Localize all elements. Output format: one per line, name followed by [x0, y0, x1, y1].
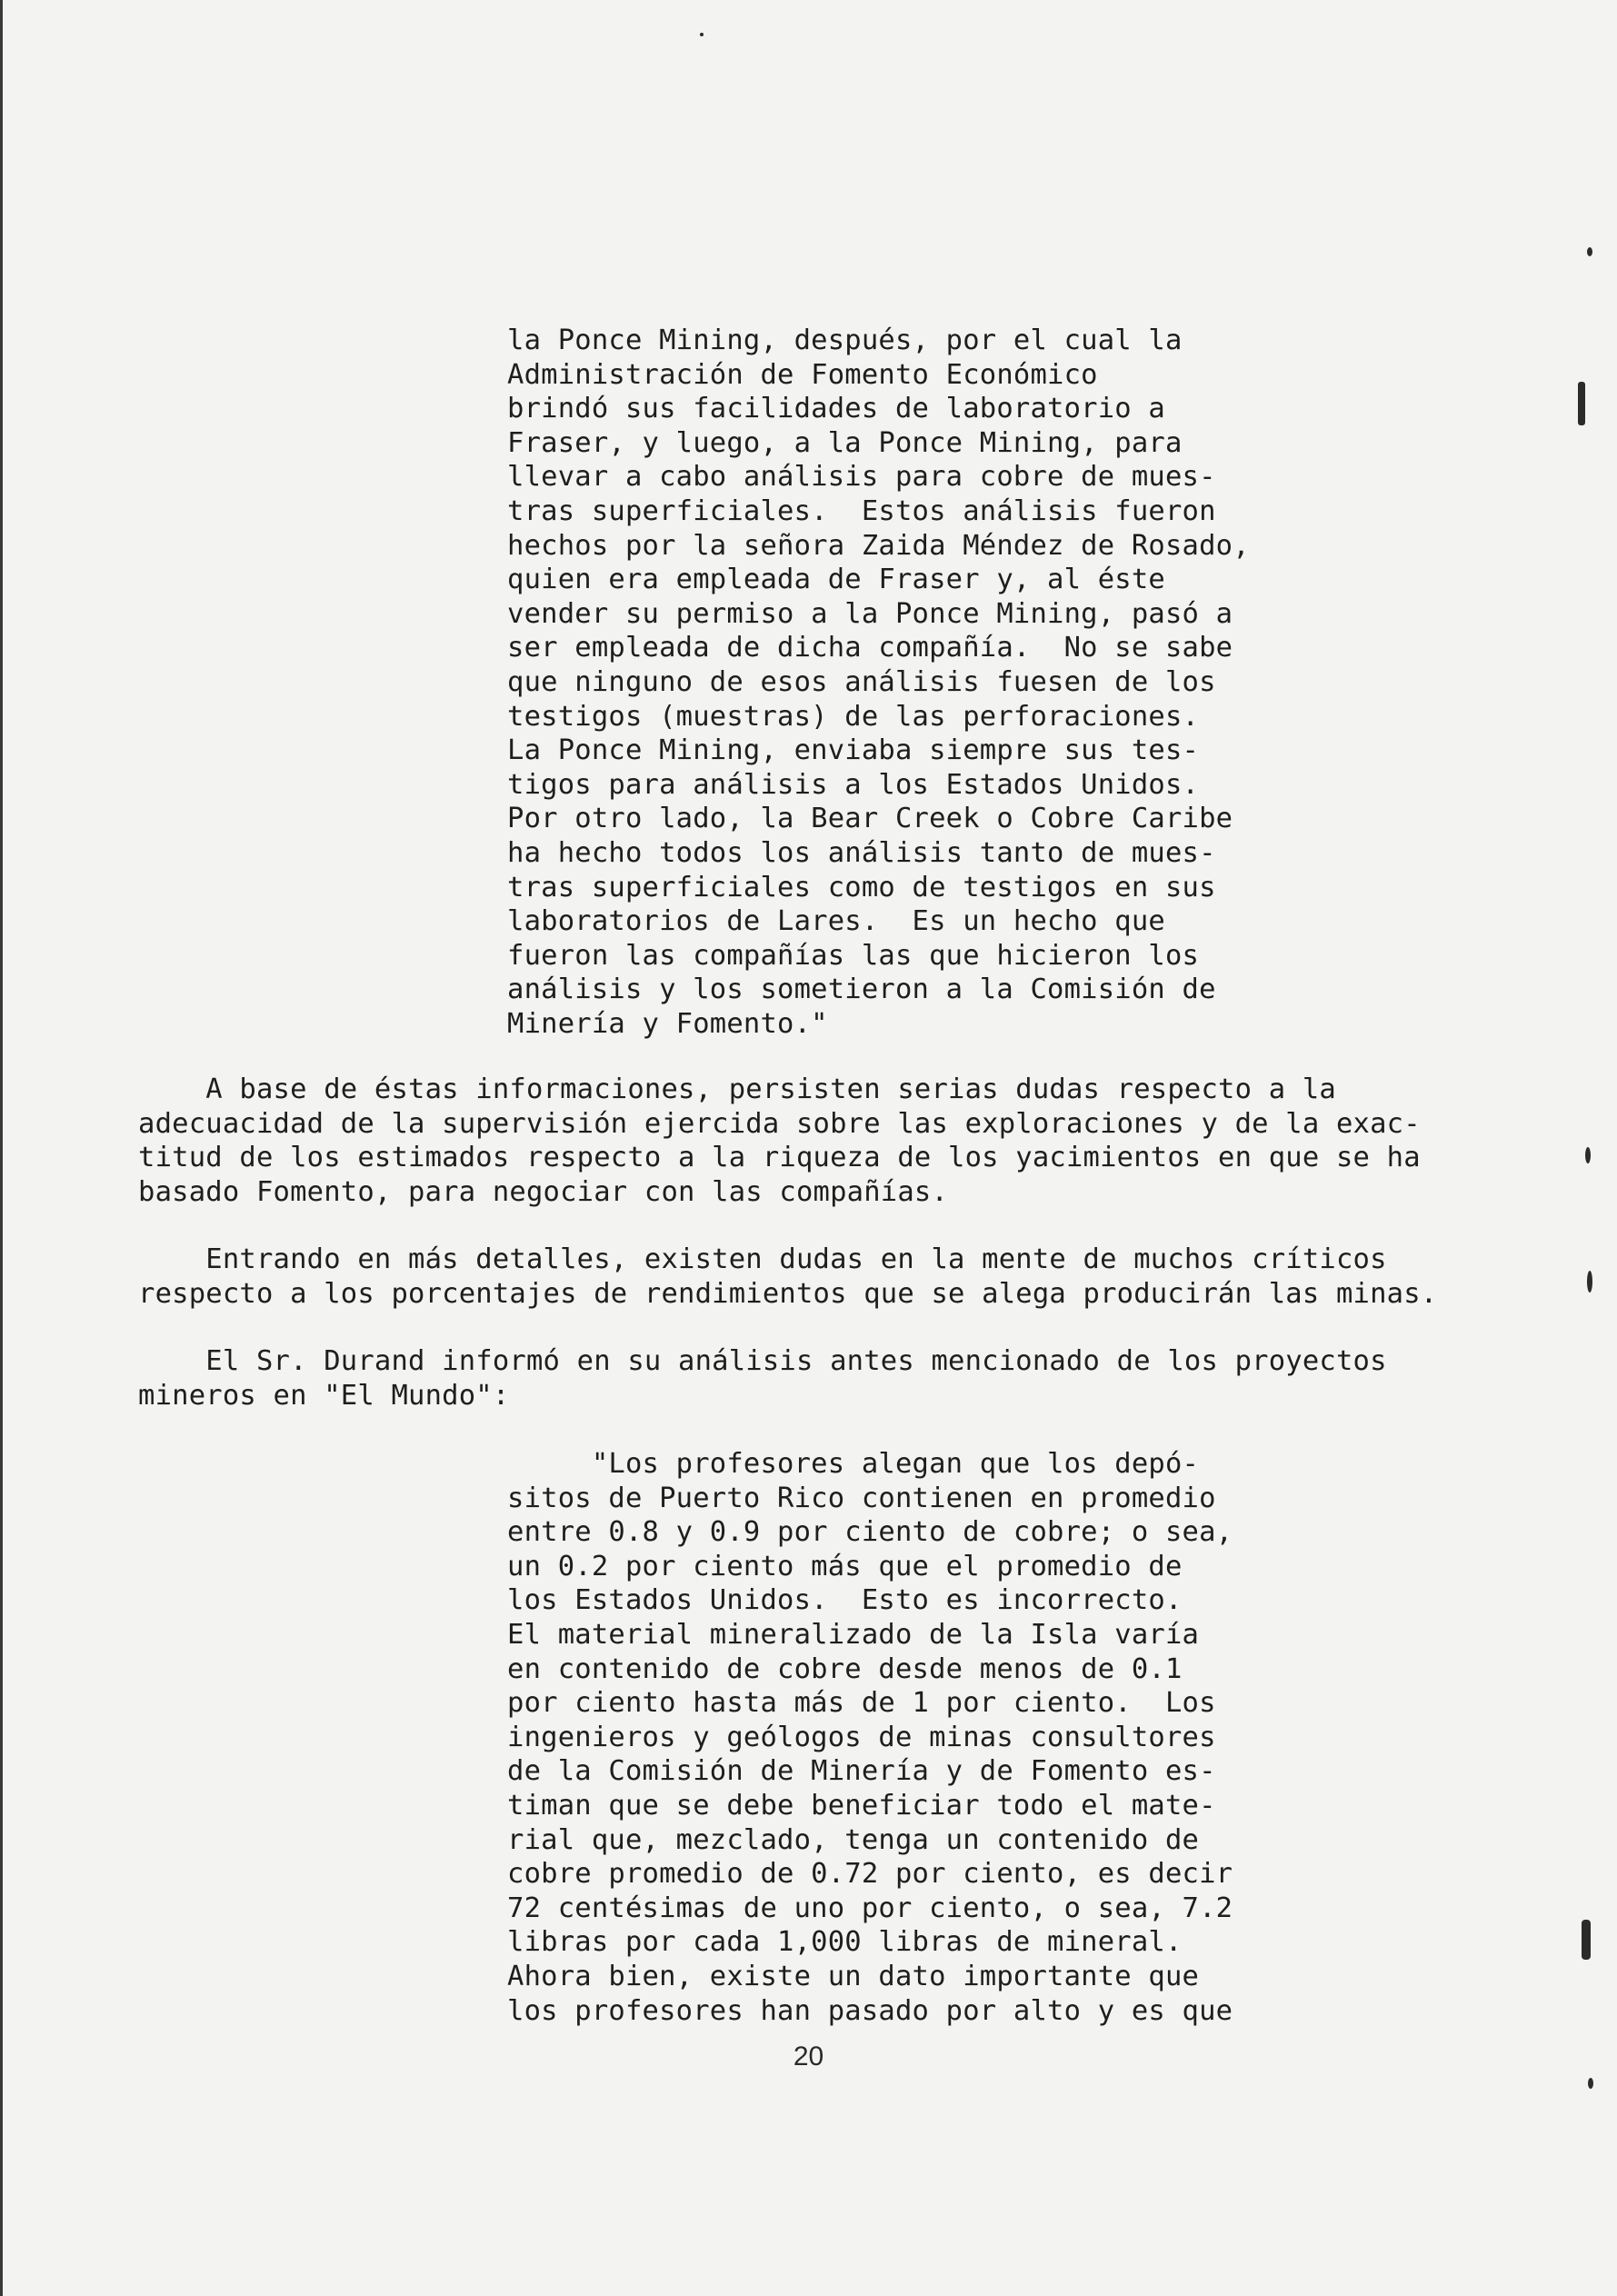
- text-line: llevar a cabo análisis para cobre de mues-: [507, 461, 1216, 494]
- text-line: El Sr. Durand informó en su análisis antes mencionado de los proyectos: [138, 1345, 1387, 1377]
- text-line: sitos de Puerto Rico contienen en promedio: [507, 1482, 1216, 1514]
- text-line: los profesores han pasado por alto y es que: [507, 1994, 1233, 2027]
- quoted-passage-durand: [507, 1447, 1233, 2028]
- scan-speck: [1587, 247, 1592, 256]
- page-number: 20: [793, 2041, 824, 2071]
- text-line: Administración de Fomento Económico: [507, 358, 1098, 391]
- quoted-passage-continued: [507, 324, 1250, 1041]
- text-line: cobre promedio de 0.72 por ciento, es decir: [507, 1858, 1233, 1891]
- text-line: La Ponce Mining, enviaba siempre sus tes-: [507, 734, 1200, 767]
- text-line: tigos para análisis a los Estados Unidos.: [507, 768, 1200, 801]
- text-line: mineros en "El Mundo":: [138, 1379, 510, 1412]
- text-line: quien era empleada de Fraser y, al éste: [507, 564, 1165, 596]
- text-line: brindó sus facilidades de laboratorio a: [507, 393, 1165, 425]
- text-line: fueron las compañías las que hicieron los: [507, 939, 1200, 972]
- text-line: libras por cada 1,000 libras de mineral.: [507, 1926, 1183, 1959]
- text-line: ingenieros y geólogos de minas consultores: [507, 1721, 1216, 1753]
- text-line: por ciento hasta más de 1 por ciento. Los: [507, 1687, 1216, 1720]
- text-line: testigos (muestras) de las perforaciones.: [507, 700, 1200, 733]
- text-line: Por otro lado, la Bear Creek o Cobre Caribe: [507, 803, 1233, 835]
- text-line: vender su permiso a la Ponce Mining, pasó a: [507, 597, 1233, 630]
- text-line: tras superficiales como de testigos en sus: [507, 871, 1216, 903]
- text-line: rial que, mezclado, tenga un contenido de: [507, 1823, 1200, 1856]
- text-line: "Los profesores alegan que los depó-: [507, 1448, 1200, 1480]
- text-line: un 0.2 por ciento más que el promedio de: [507, 1550, 1183, 1582]
- text-line: Ahora bien, existe un dato importante que: [507, 1960, 1200, 1992]
- scan-speck: [700, 33, 704, 36]
- text-line: titud de los estimados respecto a la riqueza de los yacimientos en que se ha: [138, 1142, 1421, 1174]
- text-line: los Estados Unidos. Esto es incorrecto.: [507, 1584, 1183, 1617]
- text-line: análisis y los sometieron a la Comisión de: [507, 973, 1216, 1006]
- text-line: ser empleada de dicha compañía. No se sabe: [507, 632, 1233, 664]
- text-line: adecuacidad de la supervisión ejercida sobre las exploraciones y de la exac-: [138, 1107, 1421, 1140]
- text-line: la Ponce Mining, después, por el cual la: [507, 324, 1183, 356]
- text-line: que ninguno de esos análisis fuesen de los: [507, 665, 1216, 698]
- text-line: Minería y Fomento.": [507, 1007, 828, 1040]
- scan-speck: [1587, 1271, 1592, 1293]
- scan-speck: [1582, 1920, 1591, 1960]
- scan-speck: [1578, 382, 1585, 425]
- text-line: hechos por la señora Zaida Méndez de Rosado,: [507, 529, 1250, 562]
- text-line: en contenido de cobre desde menos de 0.1: [507, 1652, 1183, 1685]
- text-line: El material mineralizado de la Isla varía: [507, 1618, 1200, 1651]
- text-line: respecto a los porcentajes de rendimientos que se alega producirán las minas.: [138, 1277, 1438, 1310]
- scan-speck: [1585, 1147, 1591, 1163]
- text-line: laboratorios de Lares. Es un hecho que: [507, 905, 1165, 938]
- text-line: Fraser, y luego, a la Ponce Mining, para: [507, 426, 1183, 459]
- text-line: entre 0.8 y 0.9 por ciento de cobre; o sea,: [507, 1516, 1233, 1549]
- page-edge: [0, 0, 3, 2296]
- text-line: ha hecho todos los análisis tanto de mues-: [507, 836, 1216, 869]
- paragraph-durand-intro: [138, 1344, 1387, 1413]
- paragraph-detalles: [138, 1243, 1437, 1311]
- scan-speck: [1588, 2078, 1593, 2089]
- text-line: de la Comisión de Minería y de Fomento es-: [507, 1755, 1216, 1788]
- text-line: A base de éstas informaciones, persisten serias dudas respecto a la: [138, 1073, 1336, 1105]
- text-line: timan que se debe beneficiar todo el mate-: [507, 1789, 1216, 1822]
- text-line: tras superficiales. Estos análisis fueron: [507, 494, 1216, 527]
- paragraph-informaciones: [138, 1073, 1421, 1209]
- text-line: 72 centésimas de uno por ciento, o sea, 7.2: [507, 1892, 1233, 1924]
- text-line: Entrando en más detalles, existen dudas en la mente de muchos críticos: [138, 1243, 1387, 1275]
- text-line: basado Fomento, para negociar con las compañías.: [138, 1175, 949, 1208]
